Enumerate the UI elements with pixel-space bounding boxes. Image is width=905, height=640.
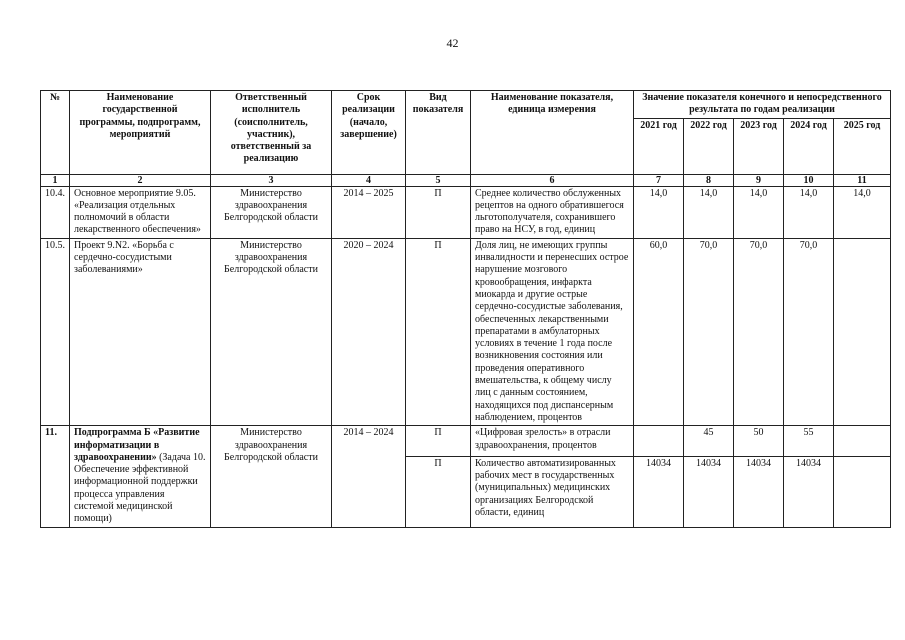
header-values-group: Значение показателя конечного и непосредственного результата по годам реализации [634,91,891,119]
row-type: П [406,186,471,238]
row-name-rest: (Задача 10. Обеспечение эффективной информационной поддержки процесса управления системой медицинской помощи) [74,451,206,525]
header-indicator: Наименование показателя, единица измерения [471,91,634,175]
row-value [834,426,891,456]
col-number: 7 [634,174,684,186]
indicators-table [40,90,891,528]
header-year: 2022 год [684,118,734,174]
col-number: 1 [41,174,70,186]
header-num: № [41,91,70,175]
row-value: 14034 [734,456,784,527]
header-year: 2023 год [734,118,784,174]
row-value [634,426,684,456]
table-row [41,238,891,425]
row-num: 10.5. [41,238,70,425]
row-value: 14,0 [684,186,734,238]
row-name: Проект 9.N2. «Борьба с сердечно-сосудистыми заболеваниями» [70,238,211,425]
col-number: 4 [332,174,406,186]
col-number: 9 [734,174,784,186]
row-value: 70,0 [784,238,834,425]
col-number: 8 [684,174,734,186]
row-value: 14,0 [734,186,784,238]
header-year: 2024 год [784,118,834,174]
row-value: 55 [784,426,834,456]
row-period: 2020 – 2024 [332,238,406,425]
row-period: 2014 – 2025 [332,186,406,238]
col-number: 5 [406,174,471,186]
col-number: 6 [471,174,634,186]
col-number: 10 [784,174,834,186]
row-value [834,238,891,425]
header-name: Наименование государственной программы, подпрограмм, мероприятий [70,91,211,175]
row-value: 14,0 [834,186,891,238]
row-value: 70,0 [734,238,784,425]
column-numbers-row [41,174,891,186]
row-num: 11. [41,426,70,527]
header-row [41,91,891,119]
row-indicator: Среднее количество обслуженных рецептов на одного обратившегося льготополучателя, сохранившего право на НСУ, в год, единиц [471,186,634,238]
row-executor: Министерство здравоохранения Белгородской области [211,186,332,238]
header-period: Срок реализации (начало, завершение) [332,91,406,175]
header-year: 2021 год [634,118,684,174]
row-executor: Министерство здравоохранения Белгородской области [211,238,332,425]
row-indicator: Доля лиц, не имеющих группы инвалидности и перенесших острое нарушение мозгового кровообращения, инфаркта миокарда и другие острые сердечно-сосудистые заболевания, обеспеченных лекарственными препаратами в амбулаторных условиях в течение 1 года после возникновения состояния или проведения оперативного вмешательства, к общему числу лиц с данным состоянием, находящихся под диспансерным наблюдением, процентов [471,238,634,425]
row-value: 70,0 [684,238,734,425]
row-value: 14,0 [784,186,834,238]
row-name: Основное мероприятие 9.05. «Реализация отдельных полномочий в области лекарственного обеспечения» [70,186,211,238]
header-executor: Ответственный исполнитель (соисполнитель, участник), ответственный за реализацию [211,91,332,175]
row-value: 14034 [634,456,684,527]
row-indicator: Количество автоматизированных рабочих мест в государственных (муниципальных) медицинских организациях Белгородской области, единиц [471,456,634,527]
row-value: 60,0 [634,238,684,425]
header-year: 2025 год [834,118,891,174]
col-number: 11 [834,174,891,186]
row-name-bold: Подпрограмма Б «Развитие информатизации в здравоохранении» [74,427,200,463]
row-name [70,426,211,527]
row-num: 10.4. [41,186,70,238]
row-value: 14034 [684,456,734,527]
header-type: Вид показателя [406,91,471,175]
page-number: 42 [446,36,459,50]
row-value: 45 [684,426,734,456]
table-row [41,426,891,456]
table-row [41,186,891,238]
col-number: 2 [70,174,211,186]
row-type: П [406,238,471,425]
row-value: 14034 [784,456,834,527]
row-value: 50 [734,426,784,456]
row-type: П [406,426,471,456]
row-value: 14,0 [634,186,684,238]
row-period: 2014 – 2024 [332,426,406,527]
row-type: П [406,456,471,527]
row-executor: Министерство здравоохранения Белгородской области [211,426,332,527]
row-value [834,456,891,527]
col-number: 3 [211,174,332,186]
row-indicator: «Цифровая зрелость» в отрасли здравоохранения, процентов [471,426,634,456]
